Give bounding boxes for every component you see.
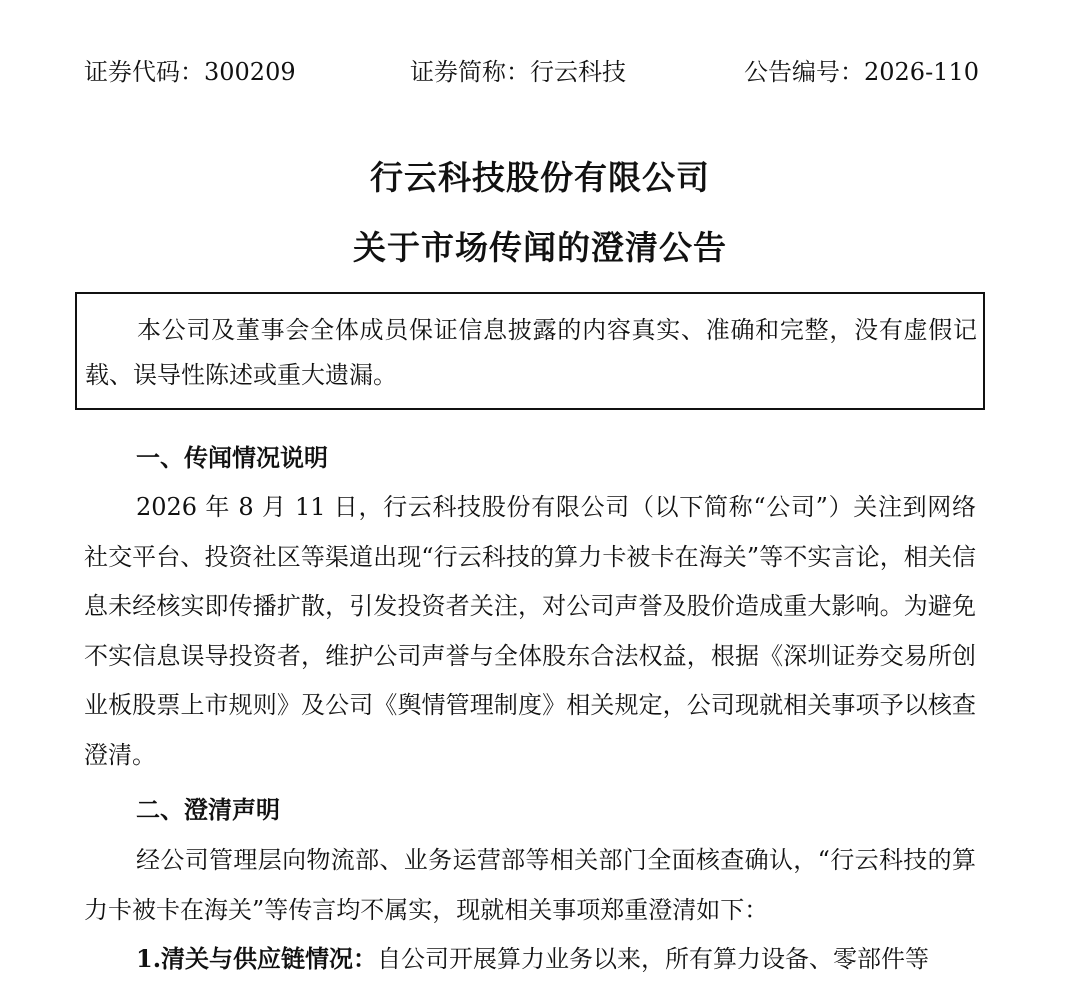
clarification-item-1 — [84, 934, 976, 985]
stock-code: 证券代码：300209 — [84, 58, 296, 86]
notice-title: 关于市场传闻的澄清公告 — [353, 228, 727, 267]
notice-number: 公告编号：2026-110 — [744, 58, 979, 86]
document-header — [84, 52, 979, 92]
clarification-item-1-text: 自公司开展算力业务以来，所有算力设备、零部件等 — [377, 945, 930, 973]
clarification-item-1-label: 1.清关与供应链情况： — [136, 944, 378, 973]
company-title: 行云科技股份有限公司 — [370, 158, 710, 197]
section-heading-rumor: 一、传闻情况说明 — [136, 443, 328, 472]
clarification-paragraph: 经公司管理层向物流部、业务运营部等相关部门全面核查确认，“行云科技的算力卡被卡在海关”等传言均不属实，现就相关事项郑重澄清如下： — [84, 846, 976, 924]
stock-name: 证券简称：行云科技 — [410, 58, 626, 86]
section-heading-clarification: 二、澄清声明 — [136, 795, 280, 824]
disclosure-statement-box — [75, 292, 985, 410]
disclosure-statement-text: 本公司及董事会全体成员保证信息披露的内容真实、准确和完整，没有虚假记载、误导性陈述或重大遗漏。 — [85, 316, 977, 389]
rumor-description-paragraph: 2026 年 8 月 11 日，行云科技股份有限公司（以下简称“公司”）关注到网络社交平台、投资社区等渠道出现“行云科技的算力卡被卡在海关”等不实言论，相关信息未经核实即传播扩散，引发投资者关注，对公司声誉及股价造成重大影响。为避免不实信息误导投资者，维护公司声誉与全体股东合法权益，根据《深圳证券交易所创业板股票上市规则》及公司《舆情管理制度》相关规定，公司现就相关事项予以核查澄清。 — [84, 493, 976, 769]
